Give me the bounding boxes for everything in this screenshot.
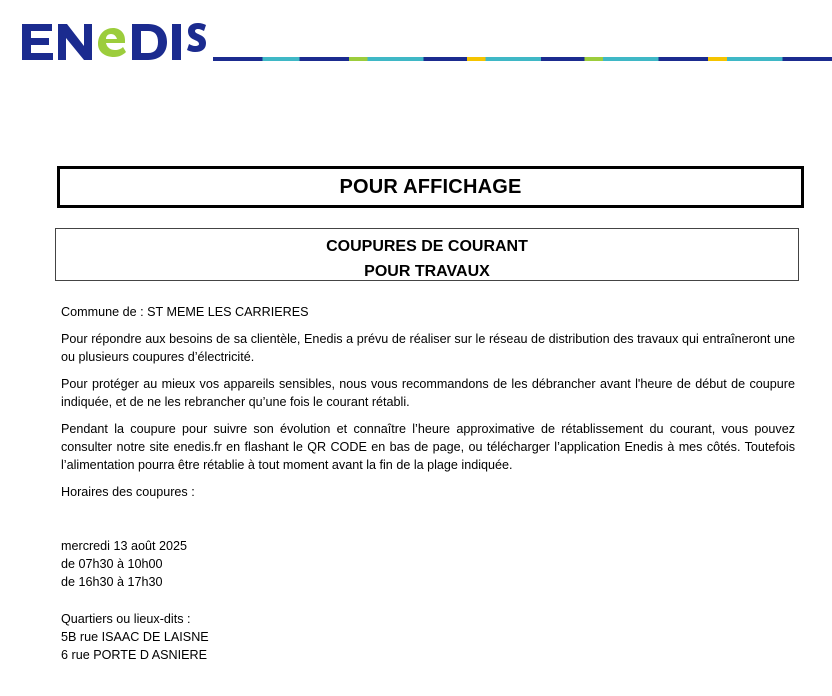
- pour-affichage-box: [57, 166, 804, 208]
- paragraph-besoins: Pour répondre aux besoins de sa clientèle, Enedis a prévu de réaliser sur le réseau de distribution des travaux qui entraîneront une ou plusieurs coupures d’électricité.: [61, 332, 795, 364]
- paragraph-proteger: Pour protéger au mieux vos appareils sensibles, nous vous recommandons de les débrancher avant l'heure de début de coupure indiquée, et de ne les rebrancher qu’une fois le courant rétabli.: [61, 377, 795, 409]
- horaires-label: Horaires des coupures :: [61, 485, 195, 499]
- logo-underline: [213, 57, 832, 61]
- pour-affichage-title: POUR AFFICHAGE: [339, 175, 522, 198]
- paragraph-suivre: Pendant la coupure pour suivre son évolution et connaître l’heure approximative de rétablissement du courant, vous pouvez consulter notre site enedis.fr en flashant le QR CODE en bas de page, ou télécharger l’application Enedis à mes côtés. Toutefois l’alimentation pourra être rétablie à tout moment avant la fin de la plage indiquée.: [61, 422, 795, 472]
- logo-green-e-icon: [98, 28, 126, 57]
- coupures-title-line2: POUR TRAVAUX: [364, 263, 490, 280]
- lieu-1: 5B rue ISAAC DE LAISNE: [61, 630, 209, 644]
- coupure-slot-1: de 07h30 à 10h00: [61, 557, 163, 571]
- lieu-2: 6 rue PORTE D ASNIERE: [61, 648, 208, 662]
- notice-body: [61, 303, 795, 664]
- coupures-title-line1: COUPURES DE COURANT: [326, 238, 528, 255]
- coupure-slot-2: de 16h30 à 17h30: [61, 575, 163, 589]
- enedis-logo: [22, 22, 206, 62]
- coupure-date: mercredi 13 août 2025: [61, 539, 188, 553]
- commune-line: Commune de : ST MEME LES CARRIERES: [61, 305, 309, 319]
- quartiers-label: Quartiers ou lieux-dits :: [61, 612, 191, 626]
- coupures-title-box: [55, 228, 799, 281]
